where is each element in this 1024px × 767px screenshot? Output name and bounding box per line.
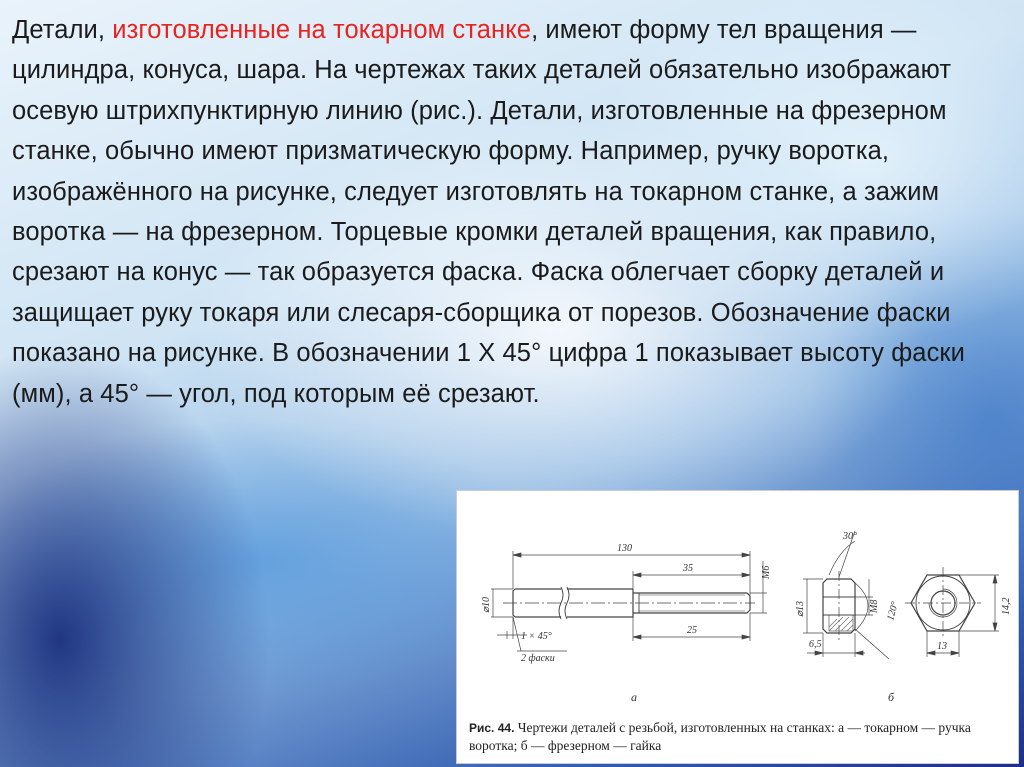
paragraph-lead: Детали, [12, 16, 113, 44]
dim-d13-line [803, 579, 823, 633]
paragraph-highlight: изготовленные на токарном станке [112, 16, 532, 44]
dim-chamfer-count-label: 2 фаски [521, 653, 555, 664]
dim-m8-label: M8 [869, 599, 880, 613]
dim-30deg-label: 30° [843, 531, 857, 542]
nut-side-drawing [823, 571, 855, 641]
caption-text: Чертежи деталей с резьбой, изготовленных на станках: а — токарном — ручка воротка; б — фрезерном — гайка [469, 720, 971, 753]
dim-25-label: 25 [687, 625, 697, 636]
label-a: а [631, 690, 637, 704]
dim-35-label: 35 [683, 563, 693, 574]
nut-section-hatch [829, 615, 853, 631]
dim-m6-label: M6 [761, 565, 772, 579]
dim-d13-label: ⌀13 [795, 600, 806, 617]
dim-13-label: 13 [937, 641, 947, 652]
paragraph-rest: , имеют форму тел вращения — цилиндра, конуса, шара. На чертежах таких деталей обязательно изображают осевую штрихпунктирную линию (рис.). Детали, изготовленные на фрезерном станке, обычно имеют призматическую форму. Например, ручку воротка, изображённого на рисунке, следует изготовлять на токарном станке, а зажим воротка — на фрезерном. Торцевые кромки деталей вращения, как правило, срезают на конус — так образуется фаска. Фаска облегчает сборку деталей и защищает руку токаря или слесаря-сборщика от порезов. Обозначение фаски показано на рисунке. В обозначении 1 Х 45° цифра 1 показывает высоту фаски (мм), а 45° — угол, под которым её срезают. [12, 16, 966, 408]
handle-drawing [503, 587, 755, 619]
dim-120deg-label: 120° [885, 600, 901, 622]
caption-number: Рис. 44. [469, 721, 515, 735]
dim-130-label: 130 [617, 543, 632, 554]
technical-drawing-figure [456, 490, 1019, 764]
dim-14-2-label: 14,2 [1001, 597, 1012, 615]
dim-120deg-line [855, 583, 889, 659]
dim-6-5-label: 6,5 [809, 639, 822, 650]
nut-top-drawing [905, 567, 981, 639]
dim-d10-label: ⌀10 [481, 596, 492, 613]
main-paragraph [12, 10, 1016, 414]
label-b: б [888, 690, 895, 704]
dim-chamfer-label: 1 × 45° [521, 631, 552, 642]
figure-caption [469, 719, 1017, 754]
